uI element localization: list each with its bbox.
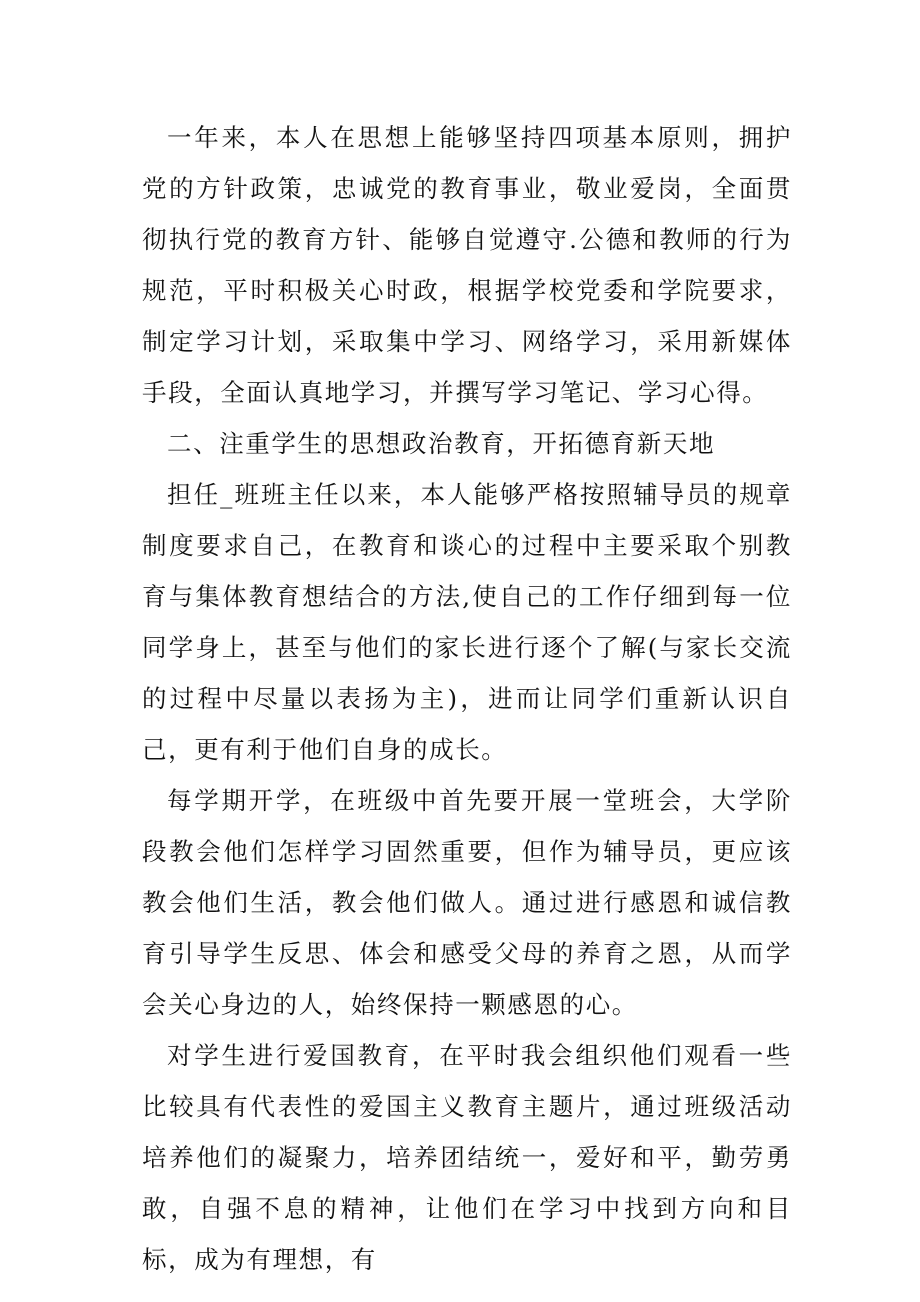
section-heading-moral-education: 二、注重学生的思想政治教育，开拓德育新天地 [167, 429, 716, 458]
paragraph-class-meeting: 每学期开学，在班级中首先要开展一堂班会，大学阶段教会他们怎样学习固然重要，但作为辅导员，更应该教会他们生活，教会他们做人。通过进行感恩和诚信教育引导学生反思、体会和感受父母的养育之恩，从而学会关心身边的人，始终保持一颗感恩的心。 [142, 786, 792, 1019]
paragraph-class-teacher: 担任_班班主任以来，本人能够严格按照辅导员的规章制度要求自己，在教育和谈心的过程中主要采取个别教育与集体教育想结合的方法,使自己的工作仔细到每一位同学身上，甚至与他们的家长进行逐个了解(与家长交流的过程中尽量以表扬为主)，进而让同学们重新认识自己，更有利于他们自身的成长。 [142, 480, 792, 764]
paragraph-patriotic-education: 对学生进行爱国教育，在平时我会组织他们观看一些比较具有代表性的爱国主义教育主题片，通过班级活动培养他们的凝聚力，培养团结统一，爱好和平，勤劳勇敢，自强不息的精神，让他们在学习中找到方向和目标，成为有理想，有 [142, 1041, 792, 1274]
paragraph-political-study: 一年来，本人在思想上能够坚持四项基本原则，拥护党的方针政策，忠诚党的教育事业，敬业爱岗，全面贯彻执行党的教育方针、能够自觉遵守.公德和教师的行为规范，平时积极关心时政，根据学校党委和学院要求，制定学习计划，采取集中学习、网络学习，采用新媒体手段，全面认真地学习，并撰写学习笔记、学习心得。 [142, 123, 792, 407]
document-body [142, 112, 792, 1285]
